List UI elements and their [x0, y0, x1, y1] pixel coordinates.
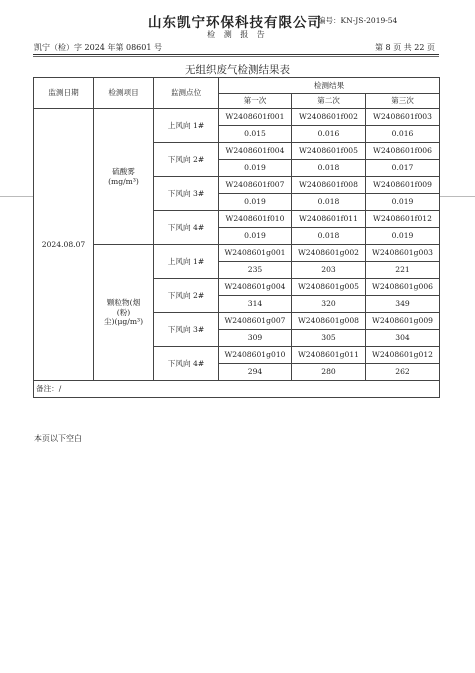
result-value: 0.018	[292, 228, 366, 245]
date-cell: 2024.08.07	[34, 109, 94, 381]
sample-id: W2408601g008	[292, 313, 366, 330]
result-value: 0.018	[292, 160, 366, 177]
item-unit: 尘)(μg/m³)	[103, 317, 144, 327]
header-rule	[33, 54, 439, 55]
table-title: 无组织废气检测结果表	[185, 64, 290, 76]
header-date: 监测日期	[34, 78, 94, 109]
item-name: 颗粒物(烟	[106, 298, 141, 308]
sample-id: W2408601f004	[219, 143, 292, 160]
result-value: 0.019	[219, 194, 292, 211]
remarks-cell: 备注：/	[34, 381, 440, 398]
result-value: 0.016	[292, 126, 366, 143]
result-value: 0.019	[219, 228, 292, 245]
report-subtitle: 检 测 报 告	[207, 30, 268, 39]
result-value: 0.018	[292, 194, 366, 211]
result-value: 235	[219, 262, 292, 279]
header-results: 检测结果	[219, 78, 440, 94]
result-value: 262	[366, 364, 440, 381]
result-value: 203	[292, 262, 366, 279]
sample-id: W2408601f003	[366, 109, 440, 126]
sample-id: W2408601g006	[366, 279, 440, 296]
result-value: 0.015	[219, 126, 292, 143]
header-item: 检测项目	[94, 78, 154, 109]
result-value: 0.019	[366, 194, 440, 211]
point-cell: 下风向 4#	[154, 347, 219, 381]
sample-id: W2408601f009	[366, 177, 440, 194]
sample-id: W2408601g005	[292, 279, 366, 296]
sample-id: W2408601f001	[219, 109, 292, 126]
point-cell: 下风向 3#	[154, 313, 219, 347]
sample-id: W2408601f010	[219, 211, 292, 228]
item-name-cont: (粉)	[116, 307, 131, 317]
company-name: 山东凯宁环保科技有限公司	[148, 15, 322, 31]
sample-id: W2408601f006	[366, 143, 440, 160]
header-rule-thin	[33, 56, 439, 57]
result-value: 309	[219, 330, 292, 347]
result-value: 0.016	[366, 126, 440, 143]
result-value: 294	[219, 364, 292, 381]
item-name: 硫酸雾	[112, 167, 135, 177]
sample-id: W2408601f002	[292, 109, 366, 126]
point-cell: 下风向 2#	[154, 143, 219, 177]
header-run-1: 第一次	[219, 93, 292, 109]
result-value: 305	[292, 330, 366, 347]
sample-id: W2408601g003	[366, 245, 440, 262]
result-value: 304	[366, 330, 440, 347]
sample-id: W2408601f012	[366, 211, 440, 228]
result-value: 0.019	[219, 160, 292, 177]
header-run-2: 第二次	[292, 93, 366, 109]
sample-id: W2408601f005	[292, 143, 366, 160]
point-cell: 下风向 3#	[154, 177, 219, 211]
result-value: 314	[219, 296, 292, 313]
sample-id: W2408601g011	[292, 347, 366, 364]
sample-id: W2408601f008	[292, 177, 366, 194]
header-point: 监测点位	[154, 78, 219, 109]
report-number: 凯宁（检）字 2024 年第 08601 号	[34, 43, 162, 52]
sample-id: W2408601f011	[292, 211, 366, 228]
blank-below-note: 本页以下空白	[34, 434, 82, 443]
result-value: 0.019	[366, 228, 440, 245]
results-table	[33, 77, 440, 398]
result-value: 0.017	[366, 160, 440, 177]
point-cell: 上风向 1#	[154, 109, 219, 143]
sample-id: W2408601g001	[219, 245, 292, 262]
sample-id: W2408601g002	[292, 245, 366, 262]
result-value: 349	[366, 296, 440, 313]
sample-id: W2408601g009	[366, 313, 440, 330]
point-cell: 上风向 1#	[154, 245, 219, 279]
sample-id: W2408601g004	[219, 279, 292, 296]
result-value: 280	[292, 364, 366, 381]
scan-line-right	[439, 196, 475, 197]
point-cell: 下风向 4#	[154, 211, 219, 245]
sample-id: W2408601g010	[219, 347, 292, 364]
item-unit: (mg/m³)	[108, 176, 139, 186]
scan-line-left	[0, 196, 33, 197]
result-value: 221	[366, 262, 440, 279]
sample-id: W2408601g007	[219, 313, 292, 330]
item-cell	[94, 245, 154, 381]
document-code: 编号：KN-JS-2019-54	[318, 16, 398, 25]
page-number: 第 8 页 共 22 页	[375, 43, 435, 52]
item-cell	[94, 109, 154, 245]
sample-id: W2408601g012	[366, 347, 440, 364]
point-cell: 下风向 2#	[154, 279, 219, 313]
header-run-3: 第三次	[366, 93, 440, 109]
result-value: 320	[292, 296, 366, 313]
sample-id: W2408601f007	[219, 177, 292, 194]
